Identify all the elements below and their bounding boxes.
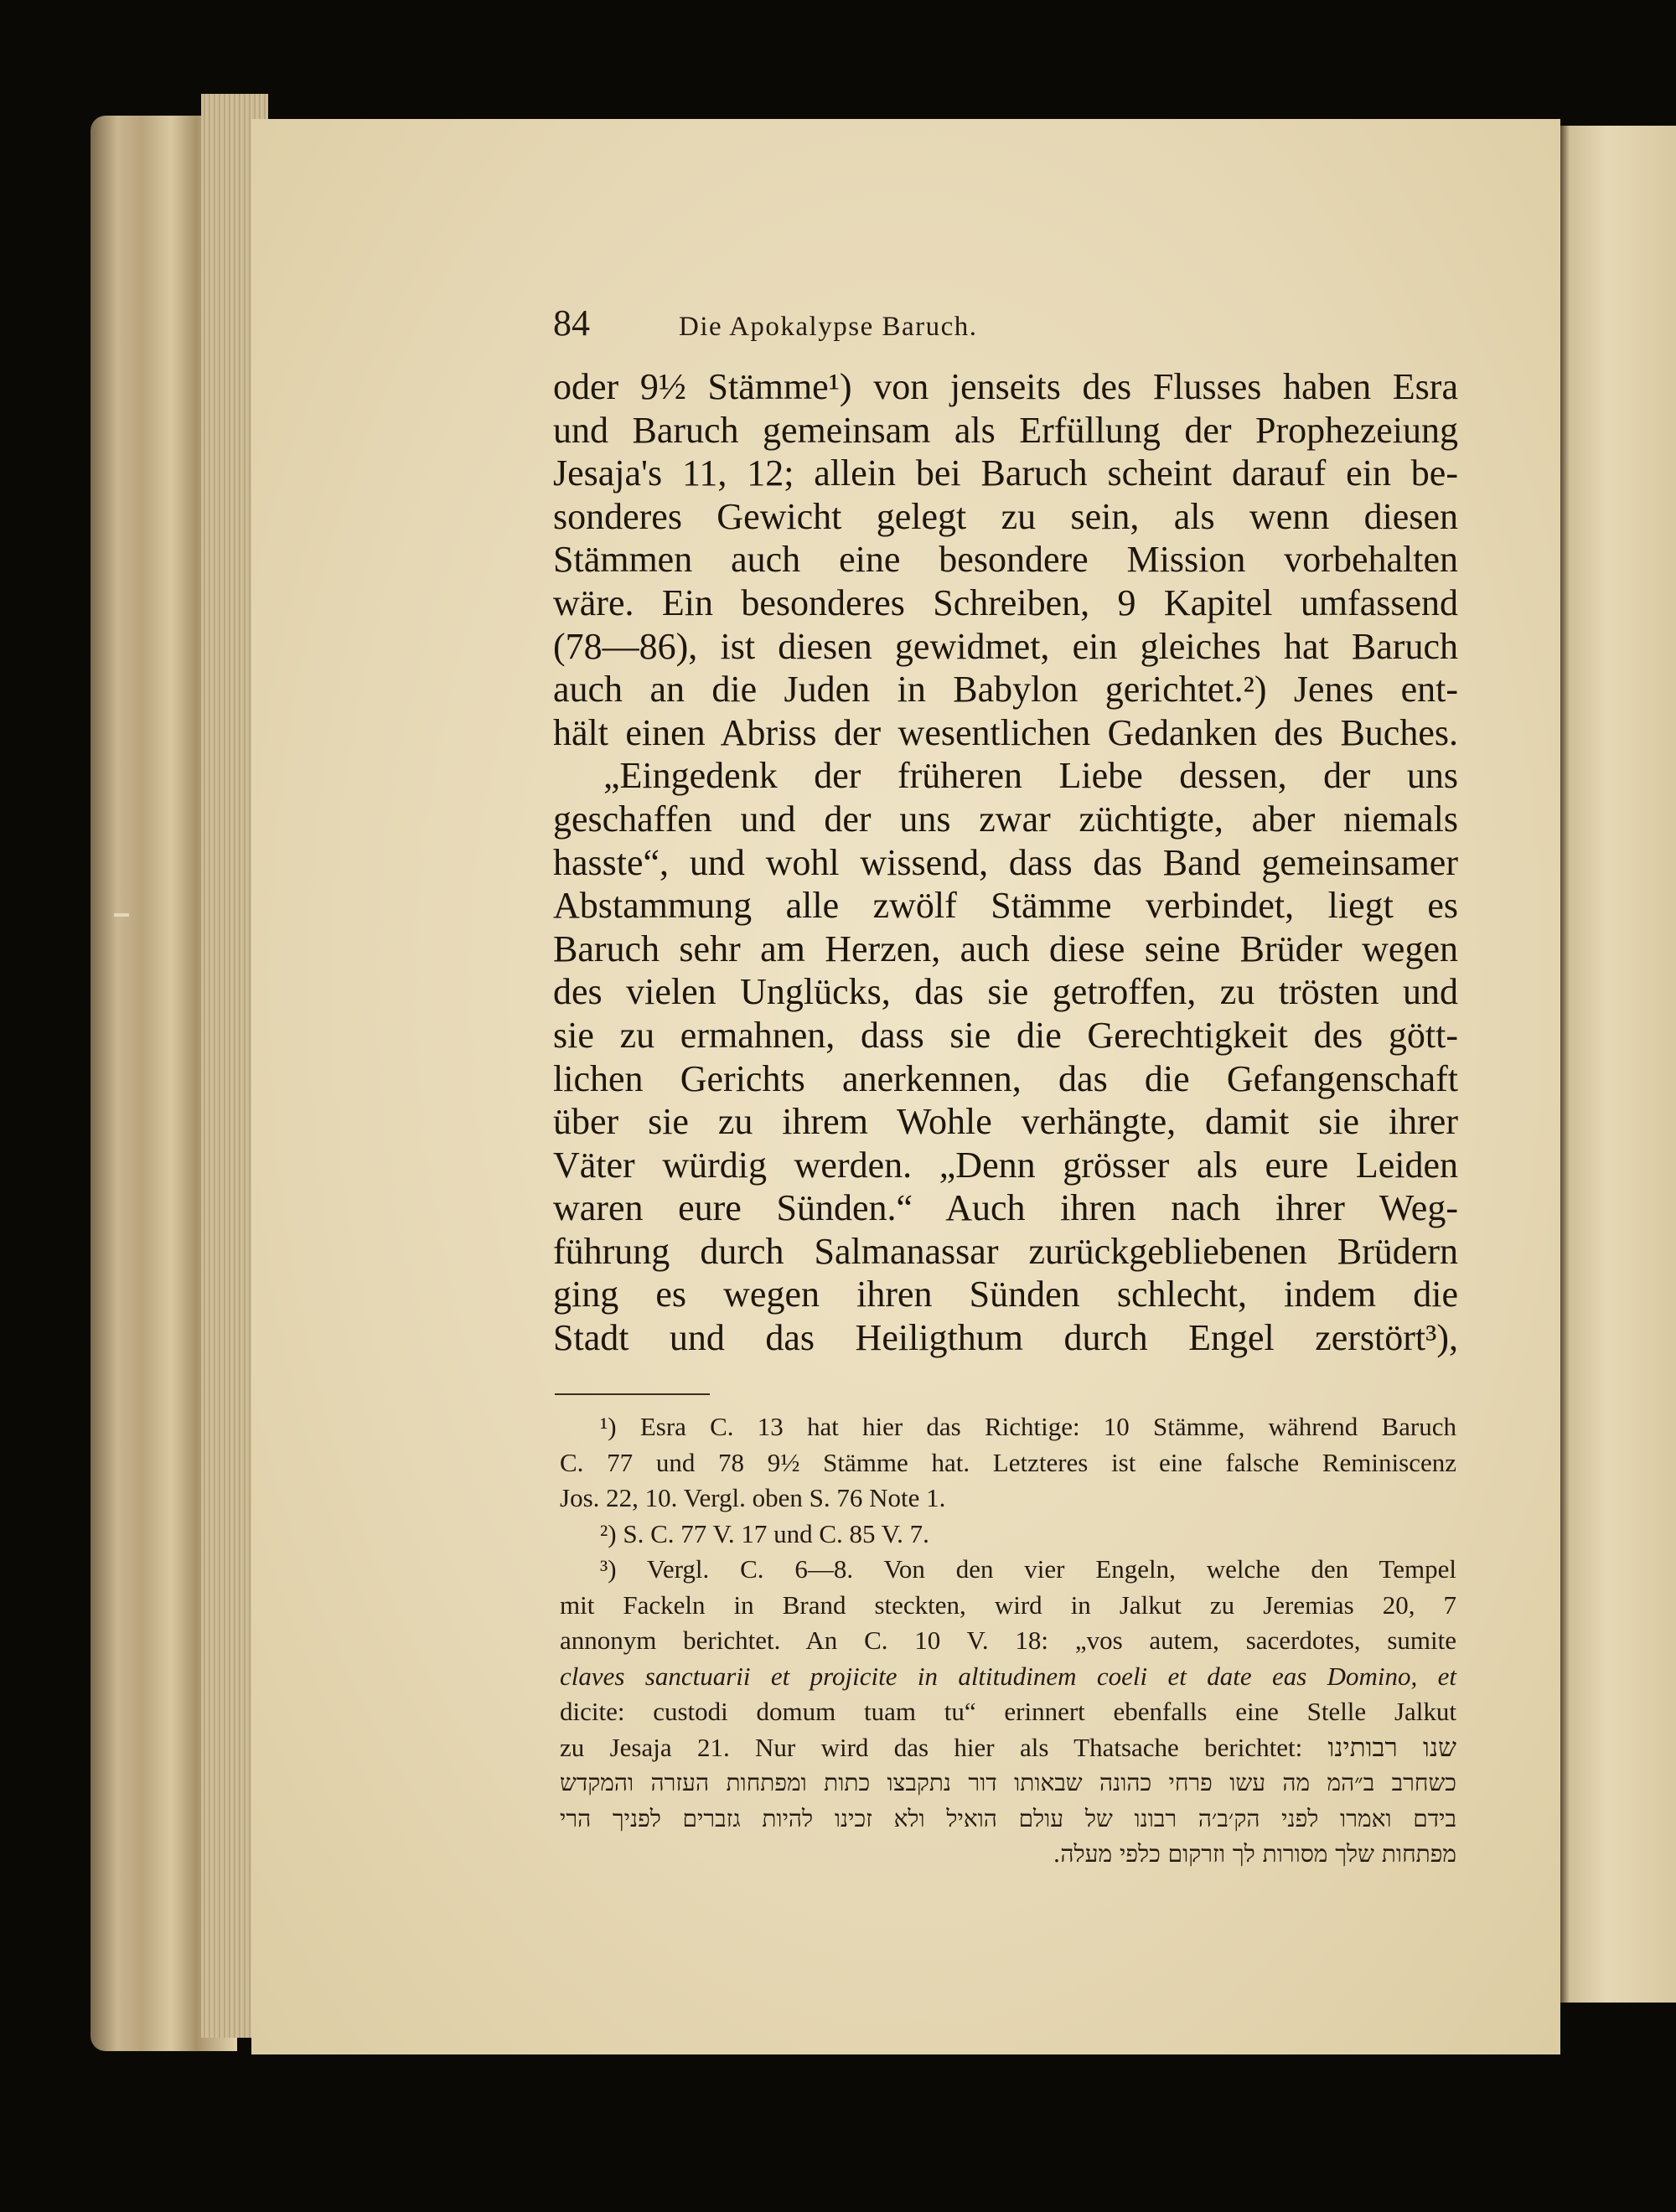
footnote-rule: [555, 1393, 710, 1395]
text-line: Jesaja's 11, 12; allein bei Baruch scheint darauf ein be-: [553, 452, 1458, 494]
footnote-3-line: annonym berichtet. An C. 10 V. 18: „vos autem, sacerdotes, sumite: [560, 1625, 1456, 1655]
text-line: waren eure Sünden.“ Auch ihren nach ihrer Weg-: [553, 1187, 1458, 1229]
hebrew-quote-line: מפתחות שלך מסורות לך וזרקום כלפי מעלה.: [1053, 1840, 1456, 1868]
text-line: führung durch Salmanassar zurückgebliebenen Brüdern: [553, 1230, 1458, 1272]
text-line: oder 9½ Stämme¹) von jenseits des Flusses haben Esra: [553, 366, 1458, 407]
text-line: Baruch sehr am Herzen, auch diese seine Brüder wegen: [553, 928, 1458, 969]
footnote-1-line: ¹) Esra C. 13 hat hier das Richtige: 10 Stämme, während Baruch: [600, 1412, 1456, 1441]
footnote-3-line: zu Jesaja 21. Nur wird das hier als Thatsache berichtet: שנו רבותינו: [560, 1732, 1456, 1762]
text-line: sonderes Gewicht gelegt zu sein, als wenn diesen: [553, 495, 1458, 537]
footnote-1-line: C. 77 und 78 9½ Stämme hat. Letzteres ist eine falsche Reminiscenz: [560, 1447, 1456, 1477]
page-header: [553, 302, 1458, 344]
text-line: Väter würdig werden. „Denn grösser als eure Leiden: [553, 1144, 1458, 1186]
footnote-1-line: Jos. 22, 10. Vergl. oben S. 76 Note 1.: [560, 1483, 946, 1512]
text-line: und Baruch gemeinsam als Erfüllung der Prophezeiung: [553, 409, 1458, 451]
footnotes: [560, 1409, 1456, 1873]
text-line: Abstammung alle zwölf Stämme verbindet, liegt es: [553, 885, 1458, 927]
text-line: über sie zu ihrem Wohle verhängte, damit sie ihrer: [553, 1101, 1458, 1143]
text-line: auch an die Juden in Babylon gerichtet.²) Jenes ent-: [553, 669, 1458, 711]
footnote-3-line: mit Fackeln in Brand steckten, wird in Jalkut zu Jeremias 20, 7: [560, 1589, 1456, 1620]
hebrew-quote-line: כשחרב ב״המ מה עשו פרחי כהונה שבאותו דור נתקבצו כתות ומפתחות העזרה והמקדש: [560, 1769, 1456, 1796]
text-line: wäre. Ein besonderes Schreiben, 9 Kapitel umfassend: [553, 581, 1458, 623]
page-number: 84: [553, 302, 590, 344]
text-line: geschaffen und der uns zwar züchtigte, aber niemals: [553, 798, 1458, 840]
hebrew-quote-line: בידם ואמרו לפני הק׳ב׳ה רבונו של עולם הואיל ולא זכינו להיות גזברים לפניך הרי: [560, 1804, 1456, 1832]
main-text: [553, 365, 1458, 1360]
text-line: „Eingedenk der früheren Liebe dessen, der uns: [603, 755, 1458, 797]
text-line: hält einen Abriss der wesentlichen Gedanken des Buches.: [553, 711, 1458, 753]
paper-speck: [114, 913, 129, 917]
text-line: hasste“, und wohl wissend, dass das Band gemeinsamer: [553, 841, 1458, 883]
footnote-3-line: ³) Vergl. C. 6—8. Von den vier Engeln, welche den Tempel: [600, 1554, 1456, 1584]
text-line: des vielen Unglücks, das sie getroffen, zu trösten und: [553, 971, 1458, 1013]
facing-page-edge: [1560, 126, 1676, 2003]
text-line: Stämmen auch eine besondere Mission vorbehalten: [553, 539, 1458, 581]
text-line: Stadt und das Heiligthum durch Engel zerstört³),: [553, 1317, 1458, 1359]
text-line: (78—86), ist diesen gewidmet, ein gleiches hat Baruch: [553, 625, 1458, 667]
footnote-3-line: claves sanctuarii et projicite in altitudinem coeli et date eas Domino, et: [560, 1661, 1456, 1691]
text-line: ging es wegen ihren Sünden schlecht, indem die: [553, 1274, 1458, 1315]
text-line: lichen Gerichts anerkennen, das die Gefangenschaft: [553, 1057, 1458, 1099]
running-title: Die Apokalypse Baruch.: [679, 312, 978, 342]
text-line: sie zu ermahnen, dass sie die Gerechtigkeit des gött-: [553, 1014, 1458, 1056]
footnote-3-line: dicite: custodi domum tuam tu“ erinnert ebenfalls eine Stelle Jalkut: [560, 1697, 1456, 1726]
footnote-2: ²) S. C. 77 V. 17 und C. 85 V. 7.: [600, 1518, 929, 1548]
